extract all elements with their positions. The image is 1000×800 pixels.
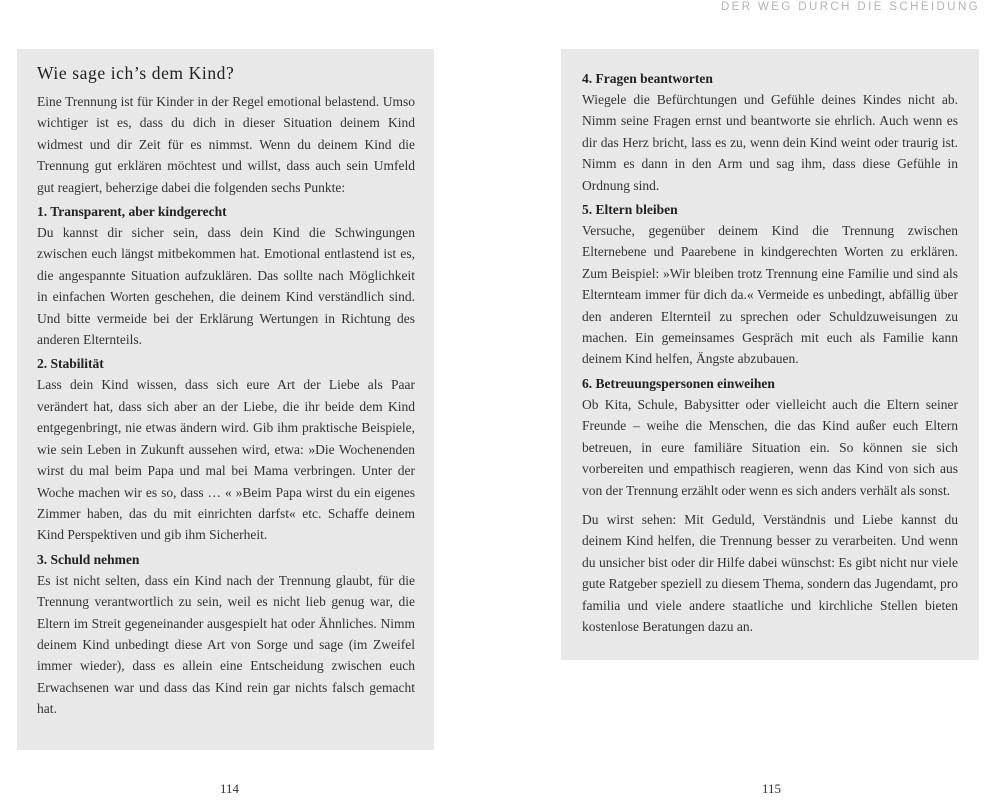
section-caregivers — [582, 374, 958, 501]
running-head: DER WEG DURCH DIE SCHEIDUNG — [720, 1, 980, 13]
box-title: Wie sage ich’s dem Kind? — [37, 63, 235, 83]
left-info-box — [17, 49, 434, 750]
right-info-box — [561, 49, 979, 660]
section-guilt — [37, 550, 415, 720]
section-heading: 6. Betreuungspersonen einweihen — [582, 375, 775, 391]
section-transparent — [37, 202, 415, 350]
section-stability — [37, 354, 415, 545]
section-text: Du kannst dir sicher sein, dass dein Kind die Schwingungen zwischen euch längst mitbekommen hat. Emotional entlastend ist es, die angespannte Situation aufzuklären. Das sollte nach Möglichkeit in einfachen Worten geschehen, die deinem Kind verständlich sind. Und bitte vermeide bei der Erklärung Wertungen in Richtung des anderen Elternteils. — [37, 225, 415, 348]
section-text: Es ist nicht selten, dass ein Kind nach der Trennung glaubt, für die Trennung verantwortlich zu sein, weil es nicht lieb genug war, die Eltern im Streit gegeneinander ausgespielt hat oder Ähnliches. Nimm deinem Kind unbedingt diese Art von Sorge und sage (im Zweifel immer wieder), dass es allein eine Entscheidung zwischen euch Erwachsenen war und dass das Kind rein gar nichts falsch gemacht hat. — [37, 572, 415, 717]
section-heading: 4. Fragen beantworten — [582, 71, 713, 86]
section-text: Ob Kita, Schule, Babysitter oder vielleicht auch die Eltern seiner Freunde – weihe die Menschen, die das Kind außer euch Eltern betreuen, in eure familiäre Situation ein. So können sie sich vorbereiten und empathisch reagieren, wenn das Kind von sich aus von der Trennung erzählt oder wenn es sich anders verhält als sonst. — [582, 396, 958, 498]
section-text: Wiegele die Befürchtungen und Gefühle deines Kindes nicht ab. Nimm seine Fragen ernst und beantworte sie ehrlich. Auch wenn es dir das Herz bricht, lass es zu, wenn dein Kind weint oder traurig ist. Nimm es dann in den Arm und sag ihm, dass diese Gefühle in Ordnung sind. — [582, 92, 958, 193]
closing-paragraph: Du wirst sehen: Mit Geduld, Verständnis und Liebe kannst du deinem Kind helfen, die Trennung besser zu verarbeiten. Und wenn du unsicher bist oder dir Hilfe dabei wünschst: Es gibt nicht nur viele gute Ratgeber speziell zu diesem Thema, sondern das Jugendamt, pro familia und viele andere staatliche und kirchliche Stellen bieten kostenlose Beratungen dazu an. — [582, 511, 958, 634]
section-heading: 3. Schuld nehmen — [37, 551, 140, 567]
section-questions — [582, 69, 958, 196]
section-text: Lass dein Kind wissen, dass sich eure Art der Liebe als Paar verändert hat, dass sich aber an der Liebe, die ihr beide dem Kind entgegenbringt, nie etwas ändern wird. Gib ihm praktische Beispiele, wie sein Leben in Zukunft aussehen wird, etwa: »Die Wochenenden wirst du mal beim Papa und mal bei Mama verbringen. Unter der Woche machen wir es so, dass … « »Beim Papa wirst du ein eigenes Zimmer haben, das du mit einrichten darfst« etc. Schaffe deinem Kind Perspektiven und gib ihm Sicherheit. — [37, 377, 415, 543]
section-parents — [582, 200, 958, 370]
page-number-left: 114 — [220, 781, 240, 796]
page-number-right: 115 — [762, 781, 782, 796]
section-heading: 2. Stabilität — [37, 356, 104, 372]
section-heading: 1. Transparent, aber kindgerecht — [37, 204, 227, 220]
intro-paragraph: Eine Trennung ist für Kinder in der Regel emotional belastend. Umso wichtiger ist es, dass du dich in dieser Situation deinem Kind widmest und dir Zeit für es nimmst. Wenn du deinem Kind die Trennung gut erklären möchtest und willst, dass auch sein Umfeld gut reagiert, beherzige dabei die folgenden sechs Punkte: — [37, 94, 415, 195]
section-heading: 5. Eltern bleiben — [582, 202, 678, 218]
section-text: Versuche, gegenüber deinem Kind die Trennung zwischen Elternebene und Paarebene in kindgerechten Worten zu erklären. Zum Beispiel: »Wir bleiben trotz Trennung eine Familie und sind als Elternteam immer für dich da.« Vermeide es unbedingt, abfällig über den anderen Elternteil zu sprechen oder Schuldzuweisungen zu machen. Ein gemeinsames Gespräch mit euch als Familie kann deinem Kind helfen, Ängste abzubauen. — [582, 223, 958, 367]
